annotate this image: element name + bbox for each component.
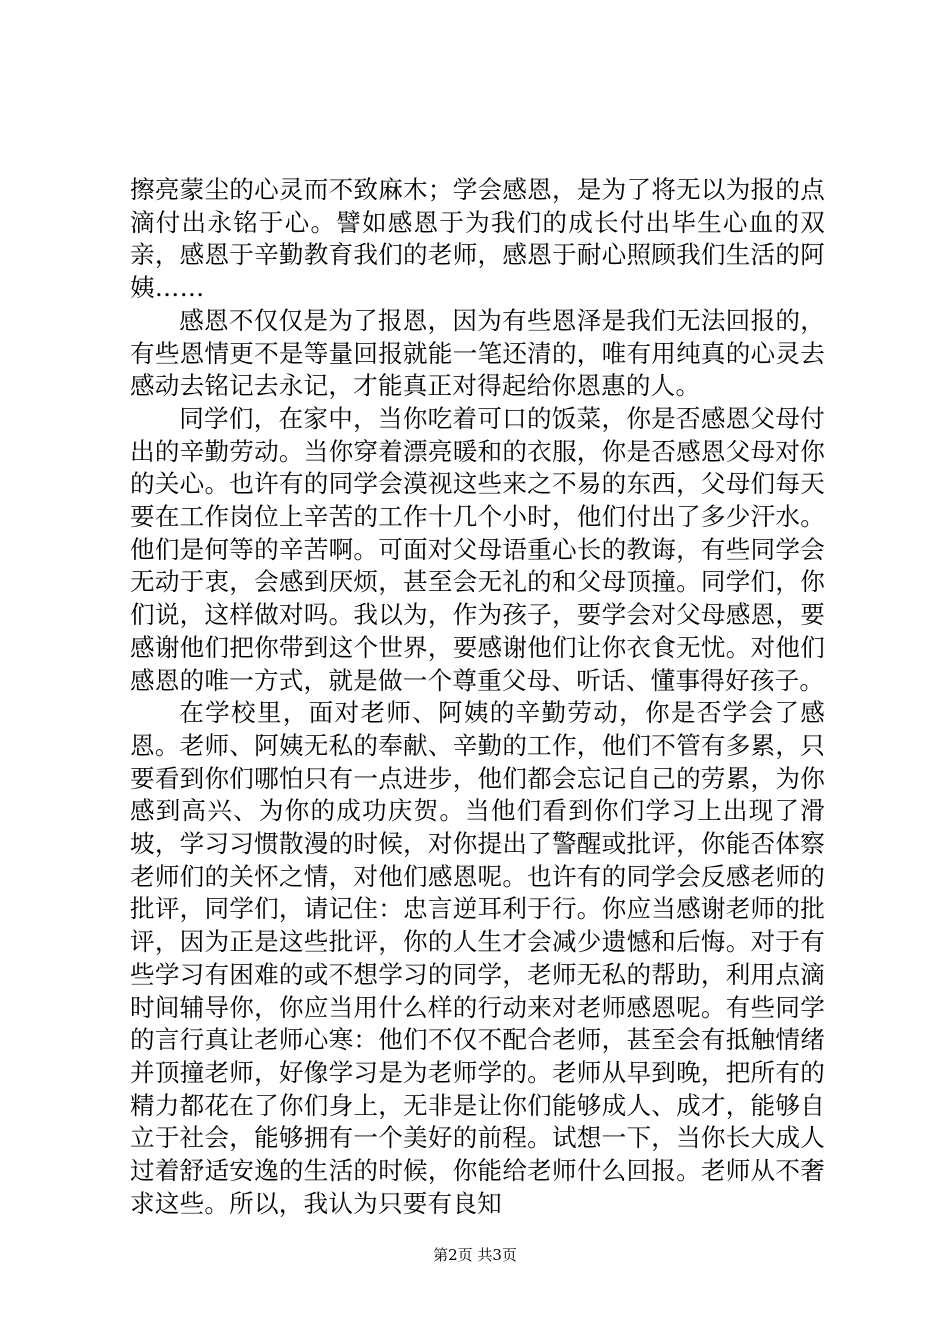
page-number-footer: 第2页 共3页 [433,1246,517,1264]
paragraph-3: 同学们，在家中，当你吃着可口的饭菜，你是否感恩父母付出的辛勤劳动。当你穿着漂亮暖和的衣服，你是否感恩父母对你的关心。也许有的同学会漠视这些来之不易的东西，父母们每天要在工作岗位上辛苦的工作十几个小时，他们付出了多少汗水。他们是何等的辛苦啊。可面对父母语重心长的教诲，有些同学会无动于衷，会感到厌烦，甚至会无礼的和父母顶撞。同学们，你们说，这样做对吗。我以为，作为孩子，要学会对父母感恩，要感谢他们把你带到这个世界，要感谢他们让你衣食无忧。对他们感恩的唯一方式，就是做一个尊重父母、听话、懂事得好孩子。 [130,403,825,695]
paragraph-2: 感恩不仅仅是为了报恩，因为有些恩泽是我们无法回报的，有些恩情更不是等量回报就能一笔还清的，唯有用纯真的心灵去感动去铭记去永记，才能真正对得起给你恩惠的人。 [130,305,825,401]
paragraph-4: 在学校里，面对老师、阿姨的辛勤劳动，你是否学会了感恩。老师、阿姨无私的奉献、辛勤的工作，他们不管有多累，只要看到你们哪怕只有一点进步，他们都会忘记自己的劳累，为你感到高兴、为你的成功庆贺。当他们看到你们学习上出现了滑坡，学习习惯散漫的时候，对你提出了警醒或批评，你能否体察老师们的关怀之情，对他们感恩呢。也许有的同学会反感老师的批评，同学们，请记住：忠言逆耳利于行。你应当感谢老师的批评，因为正是这些批评，你的人生才会减少遗憾和后悔。对于有些学习有困难的或不想学习的同学，老师无私的帮助，利用点滴时间辅导你，你应当用什么样的行动来对老师感恩呢。有些同学的言行真让老师心寒：他们不仅不配合老师，甚至会有抵触情绪并顶撞老师，好像学习是为老师学的。老师从早到晚，把所有的精力都花在了你们身上，无非是让你们能够成人、成才，能够自立于社会，能够拥有一个美好的前程。试想一下，当你长大成人过着舒适安逸的生活的时候，你能给老师什么回报。老师从不奢求这些。所以，我认为只要有良知 [130,698,825,1218]
paragraph-1: 擦亮蒙尘的心灵而不致麻木；学会感恩，是为了将无以为报的点滴付出永铭于心。譬如感恩于为我们的成长付出毕生心血的双亲，感恩于辛勤教育我们的老师，感恩于耐心照顾我们生活的阿姨…… [130,175,825,303]
body-text [130,174,825,1221]
